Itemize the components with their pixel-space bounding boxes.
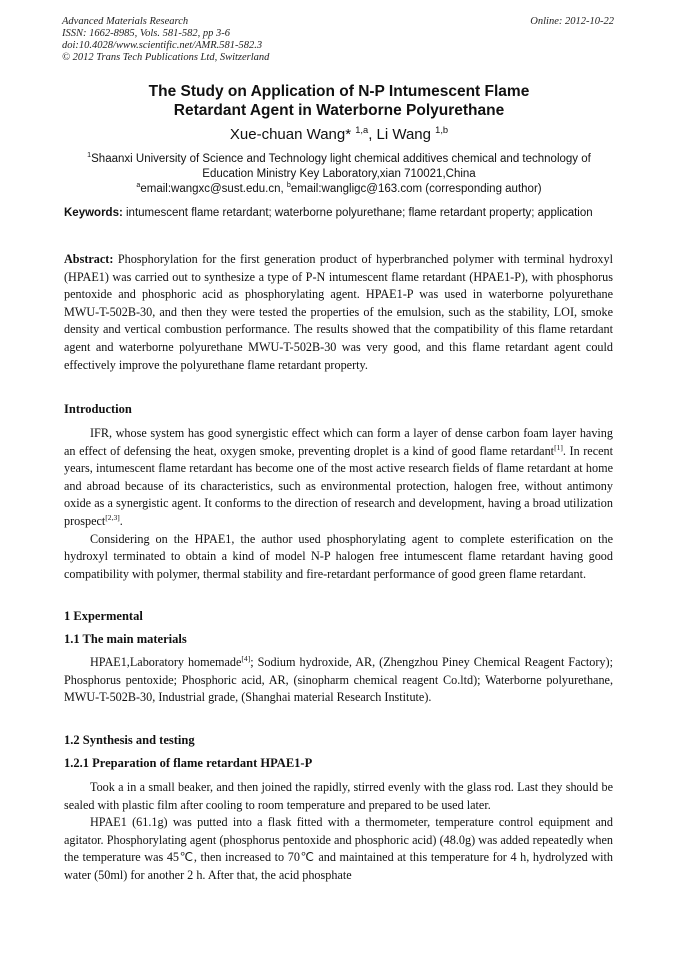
affil-line-1: Shaanxi University of Science and Technology light chemical additives chemical and technology of bbox=[91, 153, 591, 165]
copyright-line: © 2012 Trans Tech Publications Ltd, Switzerland bbox=[62, 52, 270, 63]
abstract-text: Phosphorylation for the first generation product of hyperbranched polymer with terminal hydroxyl (HPAE1) was carried out to synthesize a type of P-N intumescent flame retardant (HPAE1-P), with phosphorus pentoxide and phosphoric acid as phosphorylating agent. HPAE1-P was used in waterborne polyurethane MWU-T-502B-30, and then they were tested the properties of the emulsion, such as the stability, LOI, smoke density and vertical combustion performance. The results showed that the compatibility of this flame retardant agent and waterborne polyurethane MWU-T-502B-30 was very good, and this flame retardant agent could effectively improve the polyurethane flame retardant property. bbox=[64, 252, 613, 372]
email-a-marker: a bbox=[136, 181, 141, 190]
intro-p1a: IFR, whose system has good synergistic effect which can form a layer of dense carbon foam layer having an effect of defensing the heat, oxygen smoke, preventing droplet is a kind of good flame retardant bbox=[64, 426, 613, 458]
affil-marker: 1 bbox=[87, 151, 92, 160]
email-a: email:wangxc@sust.edu.cn, bbox=[140, 183, 287, 195]
abstract bbox=[64, 251, 613, 374]
email-b: email:wangligc@163.com (corresponding author) bbox=[290, 183, 542, 195]
intro-p1c: . bbox=[119, 513, 123, 528]
materials-a: HPAE1,Laboratory homemade bbox=[90, 655, 242, 669]
preparation-body bbox=[64, 779, 613, 885]
issn-line: ISSN: 1662-8985, Vols. 581-582, pp 3-6 bbox=[62, 28, 230, 39]
author-1-affil: 1,a bbox=[355, 125, 369, 135]
author-2: , Li Wang bbox=[368, 126, 431, 143]
title-line-1: The Study on Application of N-P Intumescent Flame bbox=[148, 83, 530, 100]
ref-1: [1] bbox=[554, 442, 563, 452]
title-line-2: Retardant Agent in Waterborne Polyurethane bbox=[173, 102, 505, 119]
online-date: Online: 2012-10-22 bbox=[530, 16, 614, 27]
author-list bbox=[60, 126, 618, 143]
exp-heading: 1 Expermental bbox=[64, 609, 143, 623]
keywords bbox=[64, 205, 613, 221]
email-b-marker: b bbox=[286, 181, 291, 190]
affil-line-2: Education Ministry Key Laboratory,xian 710021,China bbox=[202, 168, 476, 180]
abstract-label: Abstract: bbox=[64, 252, 114, 266]
journal-header bbox=[62, 16, 269, 64]
paper-title bbox=[60, 82, 618, 120]
affiliation bbox=[60, 152, 618, 197]
ref-2-3: [2,3] bbox=[105, 512, 120, 522]
materials-b: ; Sodium hydroxide, AR, (Zhengzhou Piney Chemical Reagent Factory); Phosphorus pentoxide; Phosphoric acid, AR, (sinopharm chemical reagent Co.ltd); Waterborne polyurethane, MWU-T-502B-30, Industrial grade, (Shanghai material Research Institute). bbox=[64, 655, 613, 705]
author-1: Xue-chuan Wang* bbox=[229, 126, 352, 143]
intro-p1b: . In recent years, intumescent flame retardant has become one of the most active research fields of flame retardant at home and abroad because of its characteristics, such as environmental protection, halogen free, without antimony oxide as a synergistic agent. It conforms to the direction of research and development, having a broad utilization prospect bbox=[64, 443, 613, 528]
keywords-label: Keywords: bbox=[64, 207, 123, 219]
intro-heading: Introduction bbox=[64, 402, 132, 416]
synthesis-heading: 1.2 Synthesis and testing bbox=[64, 733, 195, 747]
materials-heading: 1.1 The main materials bbox=[64, 632, 187, 646]
intro-body bbox=[64, 425, 613, 583]
prep-p4: HPAE1 (61.1g) was putted into a flask fitted with a thermometer, temperature control equipment and agitator. Phosphorylating agent (phosphorus pentoxide and phosphoric acid) (48.0g) was added repeatedly when the temperature was 45℃, then increased to 70℃ and maintained at this temperature for 4 h, hydrolyzed with water (50ml) for another 2 h. After that, the acid phosphate bbox=[64, 815, 613, 882]
doi-line: doi:10.4028/www.scientific.net/AMR.581-582.3 bbox=[62, 40, 263, 51]
intro-p2: Considering on the HPAE1, the author used phosphorylating agent to complete esterification on the hydroxyl terminated to obtain a kind of model N-P halogen free intumescent flame retardant having good compatibility with polymer, thermal stability and fire-retardant performance of good green flame retardant. bbox=[64, 531, 613, 581]
materials-body bbox=[64, 654, 613, 707]
keywords-text: intumescent flame retardant; waterborne polyurethane; flame retardant property; application bbox=[122, 207, 593, 219]
preparation-heading: 1.2.1 Preparation of flame retardant HPAE1-P bbox=[64, 756, 313, 770]
prep-p3: Took a in a small beaker, and then joined the rapidly, stirred evenly with the glass rod. Last they should be sealed with plastic film after cooling to room temperature and prepared to be used later. bbox=[64, 780, 613, 812]
author-2-affil: 1,b bbox=[435, 125, 449, 135]
journal-name: Advanced Materials Research bbox=[62, 16, 189, 27]
ref-4: [4] bbox=[241, 653, 251, 663]
